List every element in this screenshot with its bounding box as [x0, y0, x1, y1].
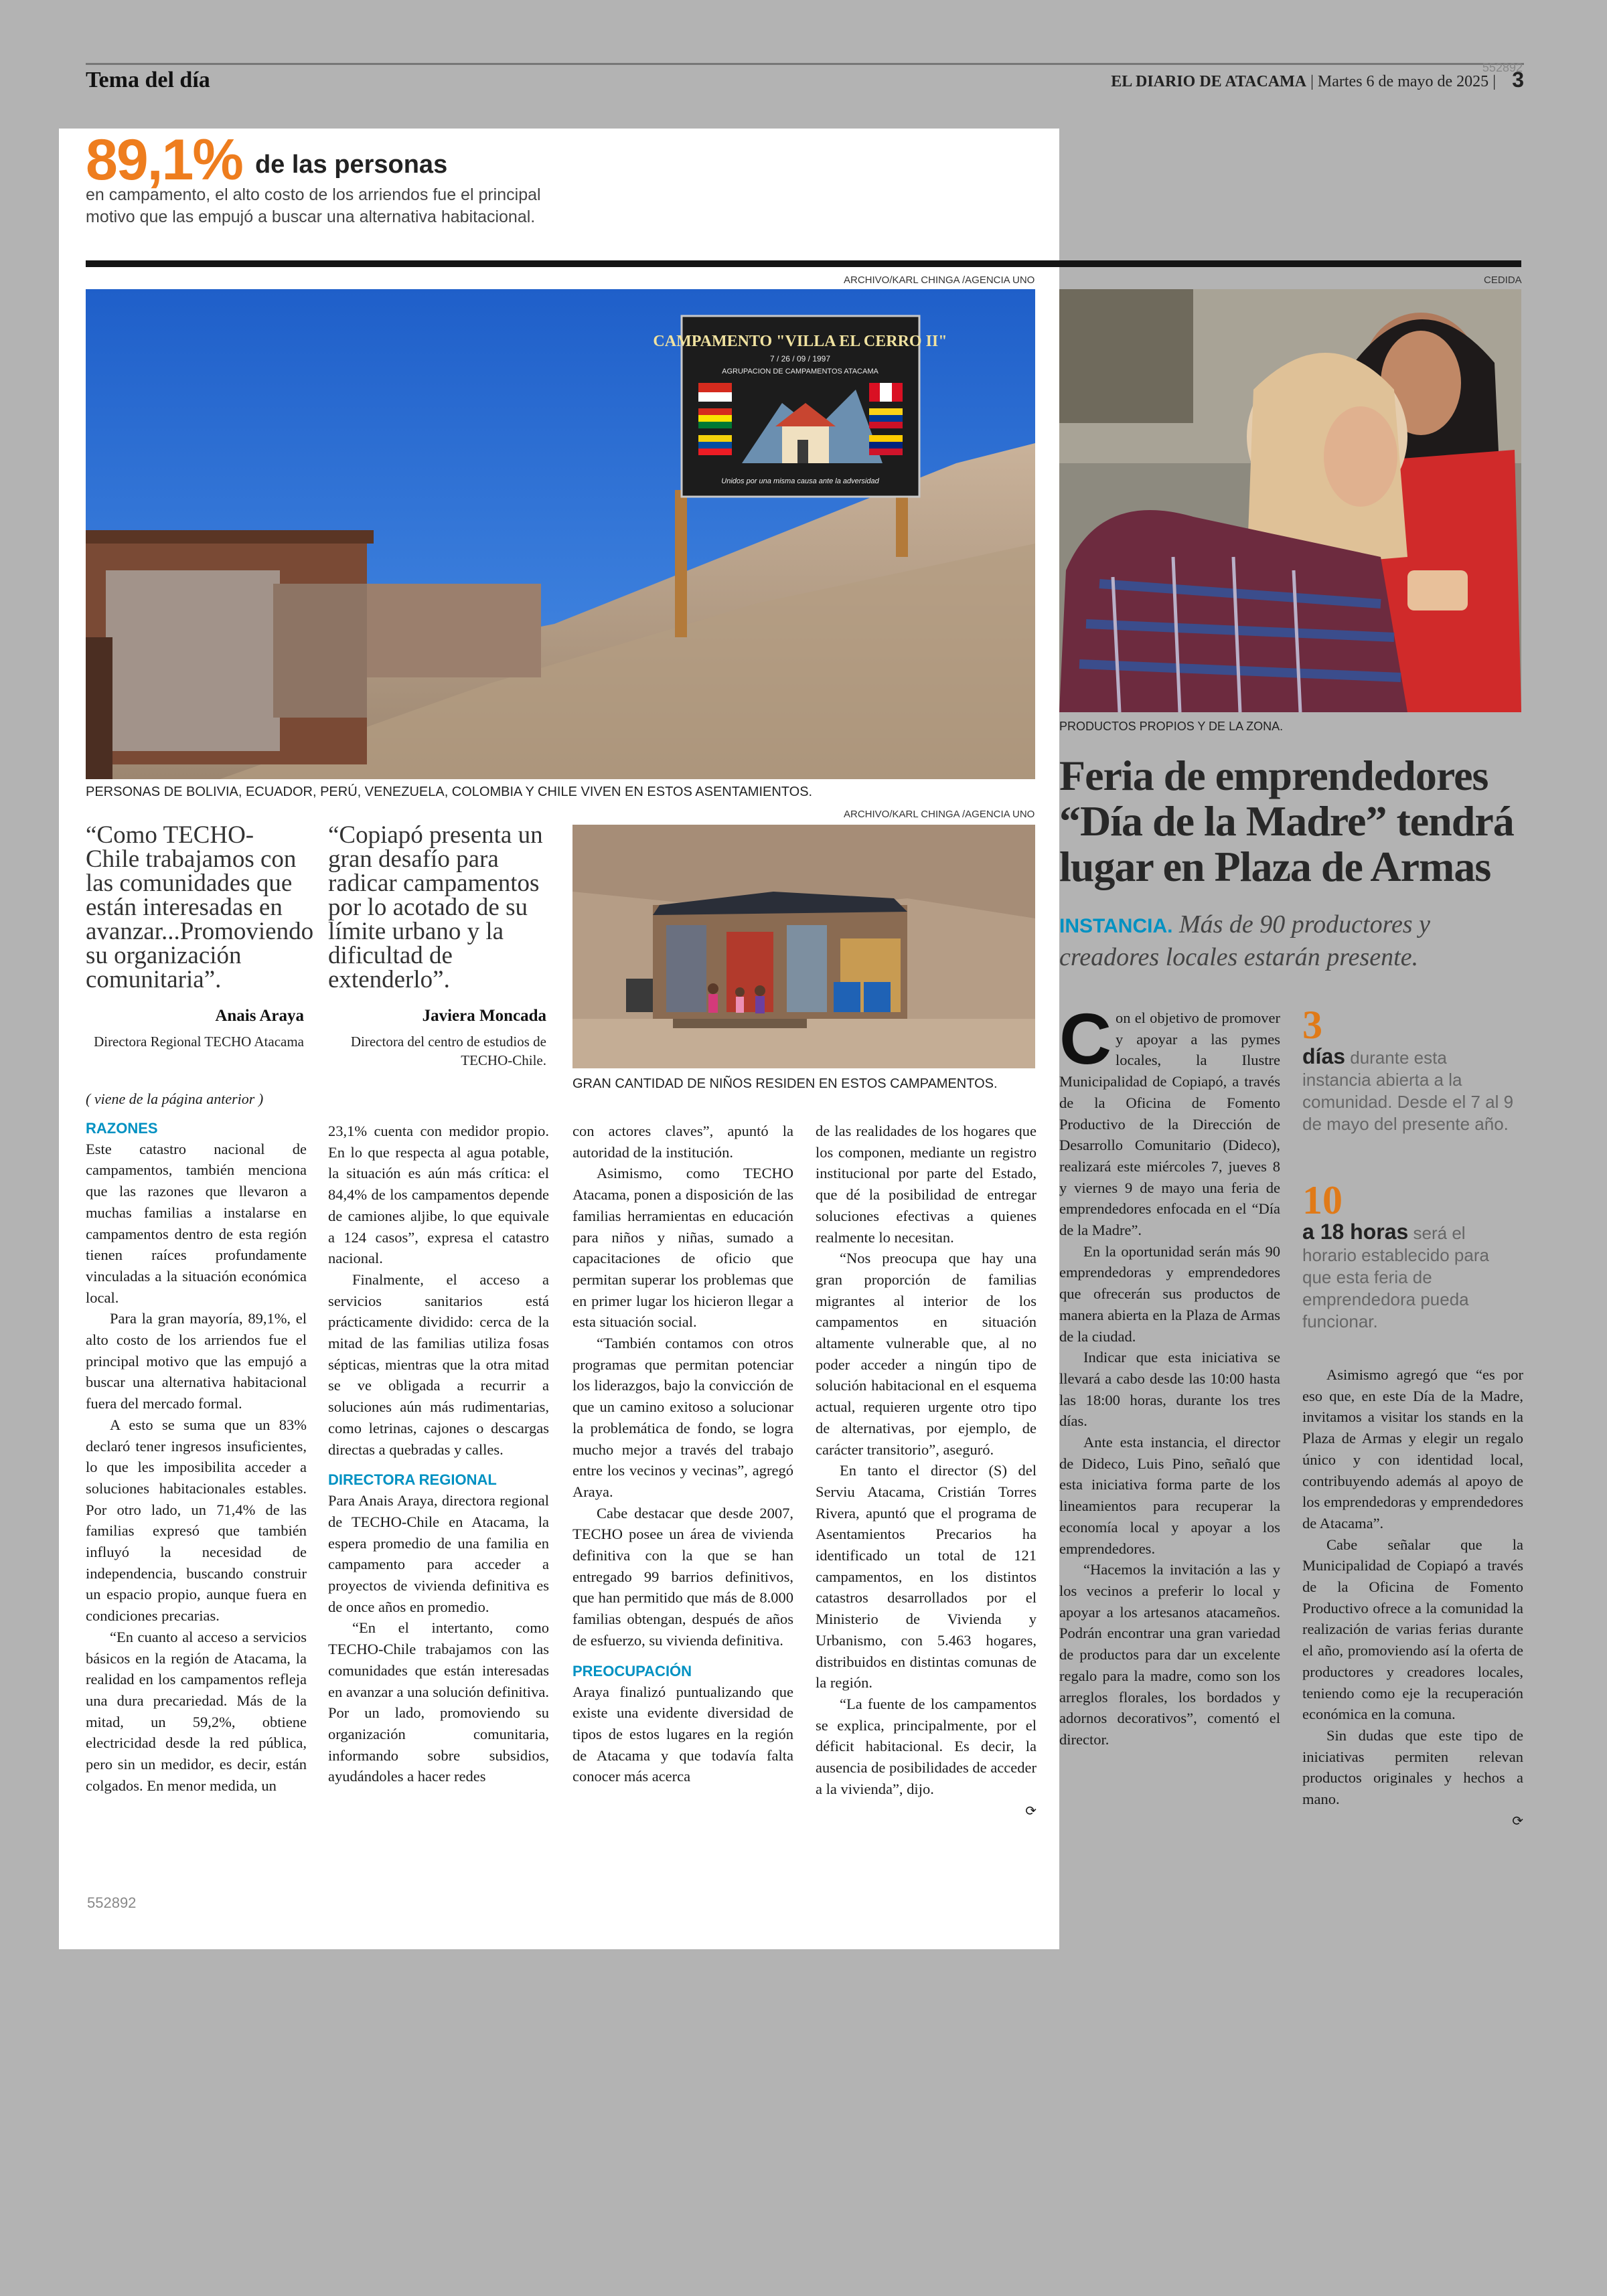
quote-moncada-role: Directora del centro de estudios de TECHO-Chile.	[350, 1034, 546, 1068]
deck-label: INSTANCIA.	[1059, 915, 1173, 937]
issue-date: Martes 6 de mayo de 2025	[1317, 73, 1489, 90]
section-rule	[86, 260, 1521, 267]
second-photo	[572, 825, 1035, 1068]
quote-araya: “Como TECHO-Chile trabajamos con las comunidades que están interesadas en avanzar...Promoviendo su organización comunitaria”.	[86, 821, 314, 993]
article-column-4	[816, 1121, 1037, 1821]
stat-days	[1302, 1004, 1517, 1135]
page-code-top: 552892	[1482, 61, 1523, 74]
continued-note: ( viene de la página anterior )	[86, 1090, 264, 1107]
fair-paragraph: Cabe señalar que la Municipalidad de Copiapó a través de la Oficina de Fomento Productivo ofrece a la comunidad la realización de varias ferias durante el año, promoviendo así la oferta de productores y creadores locales, teniendo como eje la recuperación económica en la comuna.	[1302, 1536, 1523, 1723]
fair-paragraph: “Hacemos la invitación a las y los vecinos a preferir lo local y apoyar a los artesanos atacameños. Podrán encontrar una gran variedad de productos para dar un excelente regalo para la madre, como son los arreglos florales, los bordados y adornos decorativos”, comentó el director.	[1059, 1561, 1280, 1748]
sign-subtitle: AGRUPACION DE CAMPAMENTOS ATACAMA	[722, 367, 878, 376]
quote-moncada-name: Javiera Moncada	[422, 1007, 546, 1025]
subhead-razones: RAZONES	[86, 1119, 158, 1137]
kicker-number: 89,1%	[86, 128, 242, 192]
article-paragraph: 23,1% cuenta con medidor propio. En lo que respecta al agua potable, la situación es aún más crítica: el 84,4% de los campamentos depende de camiones aljibe, lo que equivale a 124 casos”, expresa el catastro nacional.	[328, 1123, 549, 1267]
fair-paragraph: Sin dudas que este tipo de iniciativas permiten relevan productos originales y hechos a mano.	[1302, 1726, 1523, 1808]
article-paragraph: “En el intertanto, como TECHO-Chile trabajamos con las comunidades que están interesadas en avanzar a una solución definitiva. Por un lado, promoviendo su organización comunitaria, informando sobre subsidios, ayudándoles a hacer redes	[328, 1619, 549, 1785]
deck-text: Más de 90 productores y creadores locales estarán presente.	[1059, 910, 1430, 971]
article-column-1	[86, 1088, 307, 1797]
fair-headline: Feria de emprendedores “Día de la Madre” tendrá lugar en Plaza de Armas	[1059, 752, 1514, 890]
article-paragraph: Cabe destacar que desde 2007, TECHO posee un área de vivienda definitiva con la que se han entregado 99 barrios definitivos, que han permitido que más de 8.000 familias obtengan, después de años de esfuerzo, su vivienda definitiva.	[572, 1504, 793, 1649]
quote-araya-role: Directora Regional TECHO Atacama	[94, 1034, 304, 1050]
second-photo-caption: GRAN CANTIDAD DE NIÑOS RESIDEN EN ESTOS CAMPAMENTOS.	[572, 1076, 998, 1091]
end-mark	[816, 1800, 1037, 1822]
subhead-preocupacion: PREOCUPACIÓN	[572, 1662, 692, 1679]
masthead: EL DIARIO DE ATACAMA | Martes 6 de mayo de 2025 |	[1111, 73, 1496, 90]
kicker-text: en campamento, el alto costo de los arriendos fue el principal motivo que las empujó a buscar una alternativa habitacional.	[86, 185, 541, 226]
article-paragraph: A esto se suma que un 83% declaró tener ingresos insuficientes, lo que les imposibilita acceder a soluciones habitacionales estables. Por otro lado, un 71,4% de las familias expresó que también influyó la necesidad de independencia, buscando construir un espacio propio, aunque fuera en condiciones precarias.	[86, 1416, 307, 1625]
end-mark-icon: ⟳	[1025, 1802, 1037, 1819]
article-paragraph: “La fuente de los campamentos se explica, principalmente, por el déficit habitacional. Es decir, la ausencia de posibilidades de acceder a la vivienda”, dijo.	[816, 1695, 1037, 1797]
article-paragraph: Asimismo, como TECHO Atacama, ponen a disposición de las familias herramientas en educación para niños y niñas, sumado a capacitaciones de oficio que permitan superar los problemas que en primer lugar los hicieron llegar a esta situación social.	[572, 1165, 793, 1331]
sign-title: CAMPAMENTO "VILLA EL CERRO II"	[653, 333, 947, 350]
article-paragraph: de las realidades de los hogares que los componen, mediante un registro institucional por parte del Estado, que dé la posibilidad de entregar soluciones efectivas a quienes realmente lo necesitan.	[816, 1123, 1037, 1246]
fair-end-mark	[1302, 1810, 1523, 1832]
article-column-3	[572, 1121, 793, 1787]
stat-days-bold: días	[1302, 1044, 1346, 1068]
article-paragraph: Para la gran mayoría, 89,1%, el alto costo de los arriendos fue el principal motivo que las empujó a buscar una alternativa habitacional fuera del mercado formal.	[86, 1310, 307, 1412]
article-paragraph: “En cuanto al acceso a servicios básicos en la región de Atacama, la realidad en los campamentos refleja una dura precariedad. Más de la mitad, un 59,2%, obtiene electricidad desde la red pública, pero sin un medidor, es decir, están colgados. En menor medida, un	[86, 1628, 307, 1794]
sign-date: 7 / 26 / 09 / 1997	[769, 354, 831, 363]
kicker-lead: de las personas	[254, 151, 448, 179]
section-tag: Tema del día	[86, 68, 210, 92]
fair-photo-credit: CEDIDA	[1484, 274, 1522, 286]
article-paragraph: Para Anais Araya, directora regional de TECHO-Chile en Atacama, la espera promedio de una familia en campamento para acceder a proyectos de vivienda definitiva es de once años en promedio.	[328, 1492, 549, 1615]
article-paragraph: En tanto el director (S) del Serviu Atacama, Cristián Torres Rivera, apuntó que el programa de Asentamientos Precarios ha identificado un total de 121 campamentos, en los distintos catastros desarrollados por el Ministerio de Vivienda y Urbanismo, con 5.463 hogares, distribuidos en distintas comunas de la región.	[816, 1462, 1037, 1692]
second-photo-credit: ARCHIVO/KARL CHINGA /AGENCIA UNO	[844, 809, 1035, 820]
fair-deck	[1059, 909, 1515, 973]
stat-hours-number: 10	[1302, 1178, 1343, 1222]
page-code-bottom: 552892	[87, 1894, 137, 1911]
sign-motto: Unidos por una misma causa ante la adversidad	[721, 477, 879, 485]
dropcap: C	[1059, 998, 1112, 1079]
main-photo-credit: ARCHIVO/KARL CHINGA /AGENCIA UNO	[844, 274, 1035, 286]
article-paragraph: Araya finalizó puntualizando que existe una evidente diversidad de tipos de estos lugares en la región de Atacama y que todavía falta conocer más acerca	[572, 1683, 793, 1785]
article-paragraph: con actores claves”, apuntó la autoridad de la institución.	[572, 1123, 793, 1161]
article-column-2	[328, 1121, 549, 1787]
article-paragraph: “Nos preocupa que hay una gran proporción de familias migrantes al interior de los campamentos en situación altamente vulnerable que, al no poder acceder a ningún tipo de solución habitacional en el esquema actual, requieren urgente otro tipo de alternativas, por ejemplo, de carácter transitorio”, aseguró.	[816, 1250, 1037, 1458]
stat-hours-desc: será el horario establecido para que esta feria de emprendedora pueda funcionar.	[1302, 1223, 1489, 1331]
fair-paragraph: En la oportunidad serán más 90 emprendedoras y emprendedores que ofrecerán sus productos de manera abierta en la Plaza de Armas de la ciudad.	[1059, 1242, 1280, 1345]
fair-paragraph: Indicar que esta iniciativa se llevará a cabo desde las 10:00 hasta las 18:00 horas, durante los tres días.	[1059, 1349, 1280, 1430]
quote-moncada: “Copiapó presenta un gran desafío para radicar campamentos por lo acotado de su límite urbano y la dificultad de extenderlo”.	[328, 821, 543, 993]
fair-photo	[1059, 289, 1521, 712]
fair-column-1	[1059, 998, 1280, 1750]
stat-hours	[1302, 1179, 1517, 1333]
newspaper-name: EL DIARIO DE ATACAMA	[1111, 73, 1307, 90]
fair-end-mark-icon: ⟳	[1512, 1812, 1523, 1829]
fair-column-2	[1302, 1364, 1523, 1831]
stat-days-number: 3	[1302, 1003, 1322, 1047]
stat-days-text	[1302, 1046, 1517, 1135]
stat-days-desc: durante esta instancia abierta a la comunidad. Desde el 7 al 9 de mayo del presente año.	[1302, 1048, 1514, 1134]
article-paragraph: “También contamos con otros programas que permitan potenciar los liderazgos, bajo la convicción de que un camino exitoso a solucionar la problemática de fondo, se logra mucho mejor a través del trabajo entre los vecinos y vecinas”, agregó Araya.	[572, 1335, 793, 1500]
main-photo-caption: PERSONAS DE BOLIVIA, ECUADOR, PERÚ, VENEZUELA, COLOMBIA Y CHILE VIVEN EN ESTOS ASENTAMIENTOS.	[86, 785, 813, 799]
stat-hours-text	[1302, 1221, 1517, 1333]
article-paragraph: Este catastro nacional de campamentos, también menciona que las razones que llevaron a muchas familias a instalarse en campamentos dentro de esta región tienen raíces profundamente vinculadas a la situación económica local.	[86, 1140, 307, 1306]
page-header	[86, 63, 1524, 100]
kicker	[86, 127, 1023, 228]
page-number: 3	[1512, 68, 1524, 92]
fair-paragraph: Ante esta instancia, el director de Dideco, Luis Pino, señaló que esta iniciativa forma parte de los lineamientos para recuperar la economía local y apoyar a los emprendedores.	[1059, 1434, 1280, 1557]
fair-paragraph: Asimismo agregó que “es por eso que, en este Día de la Madre, invitamos a visitar los stands en la Plaza de Armas y elegir un regalo único y con identidad local, contribuyendo además al apoyo de los emprendedoras y emprendedores de Atacama”.	[1302, 1366, 1523, 1532]
article-paragraph: Finalmente, el acceso a servicios sanitarios está prácticamente dividido: cerca de la mitad de las familias utiliza fosas sépticas, mientras que la otra mitad se ve obligada a recurrir a soluciones aún más rudimentarias, como letrinas, cajones o descargas directas a quebradas y calles.	[328, 1270, 549, 1458]
stat-hours-bold: a 18 horas	[1302, 1220, 1409, 1244]
fair-lead-paragraph	[1059, 998, 1280, 1241]
subhead-directora: DIRECTORA REGIONAL	[328, 1471, 497, 1489]
main-photo	[86, 289, 1035, 779]
fair-photo-caption: PRODUCTOS PROPIOS Y DE LA ZONA.	[1059, 720, 1284, 733]
fair-lead-text: on el objetivo de promover y apoyar a las pymes locales, la Ilustre Municipalidad de Copiapó, a través de la Oficina de Fomento Productivo de la Dirección de Desarrollo Comunitario (Dideco), realizará este miércoles 7, jueves 8 y viernes 9 de mayo una feria de emprendedores enfocada en el “Día de la Madre”.	[1059, 1009, 1280, 1239]
quote-araya-name: Anais Araya	[215, 1007, 304, 1025]
